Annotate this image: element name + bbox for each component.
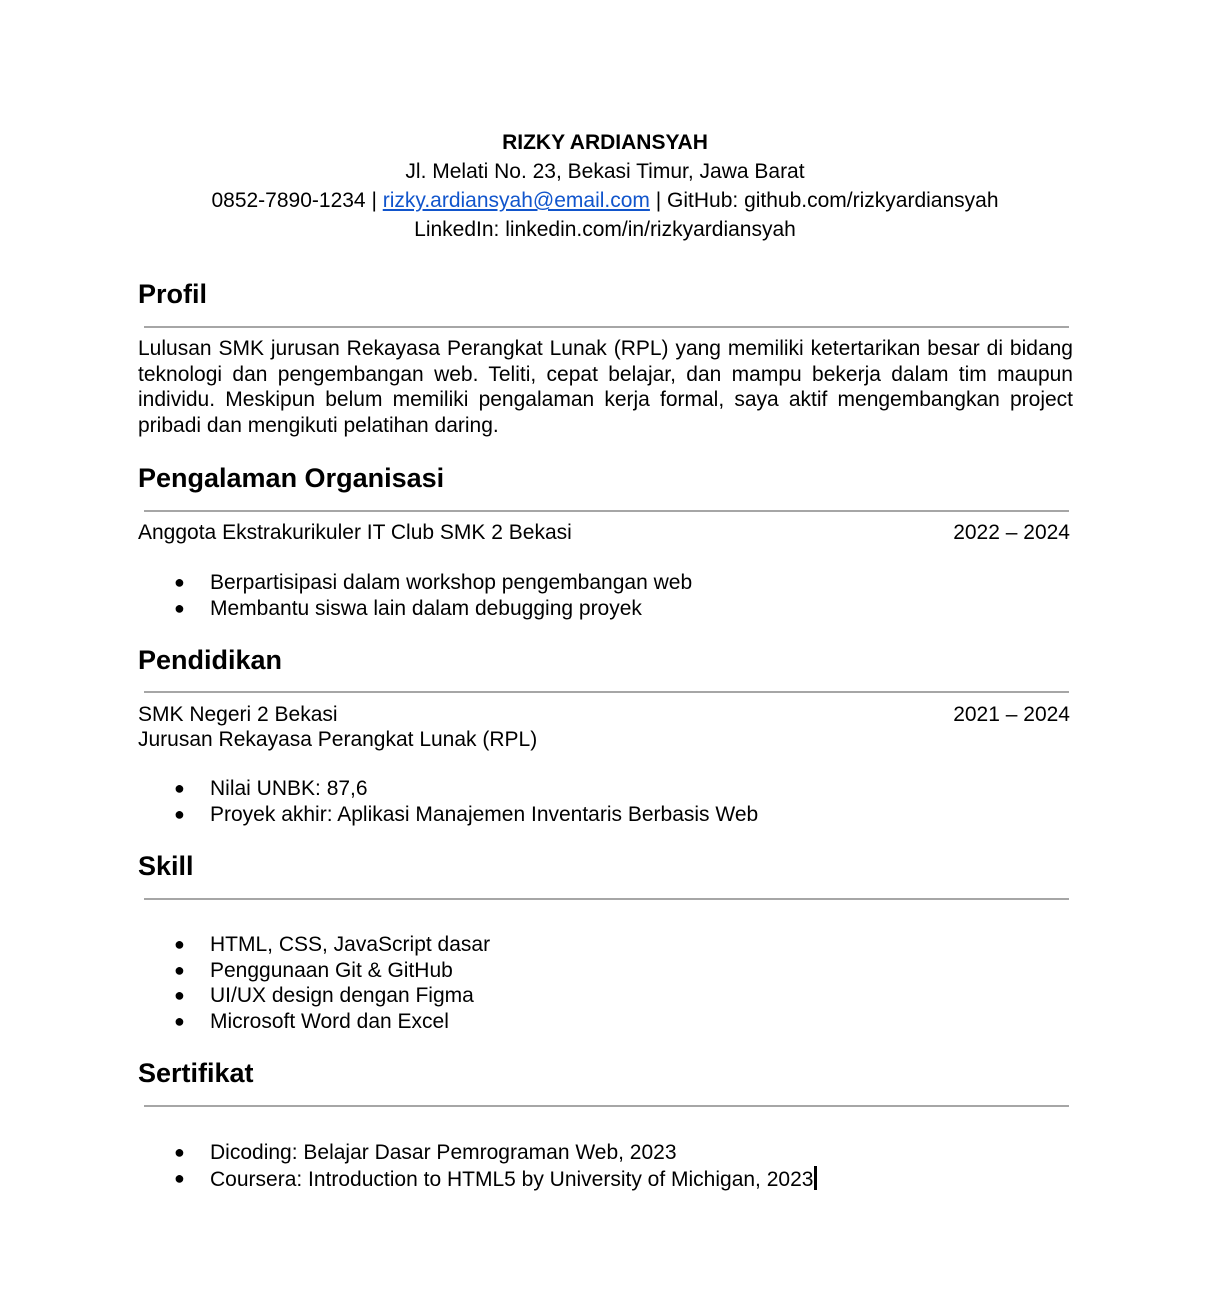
- pendidikan-school: SMK Negeri 2 Bekasi: [138, 703, 338, 726]
- bullet-icon: ●: [174, 572, 185, 592]
- list-item: ● Berpartisipasi dalam workshop pengembangan web: [174, 571, 693, 594]
- section-title-organisasi: Pengalaman Organisasi: [138, 463, 445, 493]
- contact-header: [0, 128, 1210, 244]
- bullet-icon: ●: [174, 803, 185, 824]
- section-divider: [144, 691, 1069, 693]
- applicant-name: RIZKY ARDIANSYAH: [502, 131, 708, 154]
- organisasi-entry: [138, 520, 1070, 546]
- list-item: ● Penggunaan Git & GitHub: [174, 958, 453, 982]
- pendidikan-date: 2021 – 2024: [953, 703, 1070, 726]
- pendidikan-major: Jurusan Rekayasa Perangkat Lunak (RPL): [138, 728, 538, 751]
- list-item: ● Microsoft Word dan Excel: [174, 1009, 449, 1033]
- sertifikat-list: [138, 1140, 1070, 1192]
- email-link[interactable]: rizky.ardiansyah@email.com: [382, 189, 650, 212]
- profil-paragraph: Lulusan SMK jurusan Rekayasa Perangkat Lunak (RPL) yang memiliki ketertarikan besar di bidang teknologi dan pengembangan web. Teliti, cepat belajar, dan mampu bekerja dalam tim maupun individu. Meskipun belum memiliki pengalaman kerja formal, saya aktif mengembangkan project pribadi dan mengikuti pelatihan daring.: [138, 337, 1073, 437]
- section-title-skill: Skill: [138, 851, 194, 881]
- organisasi-list: [138, 570, 1070, 621]
- bullet-icon: ●: [174, 934, 185, 954]
- organisasi-role: Anggota Ekstrakurikuler IT Club SMK 2 Bekasi: [138, 521, 572, 544]
- bullet-icon: ●: [174, 1167, 185, 1188]
- pendidikan-list: [138, 776, 1070, 827]
- list-item: ● Membantu siswa lain dalam debugging proyek: [174, 596, 642, 620]
- address-line: Jl. Melati No. 23, Bekasi Timur, Jawa Barat: [405, 160, 805, 183]
- list-item: ● Coursera: Introduction to HTML5 by University of Michigan, 2023: [138, 1166, 1070, 1193]
- section-title-sertifikat: Sertifikat: [138, 1058, 254, 1088]
- bullet-icon: ●: [174, 985, 185, 1005]
- pendidikan-entry: [138, 702, 1070, 728]
- list-item: ● UI/UX design dengan Figma: [174, 984, 474, 1007]
- organisasi-date: 2022 – 2024: [953, 521, 1070, 544]
- section-divider: [144, 326, 1069, 328]
- section-divider: [144, 898, 1069, 900]
- list-item: ● Proyek akhir: Aplikasi Manajemen Inventaris Berbasis Web: [174, 802, 759, 826]
- section-divider: [144, 510, 1069, 512]
- bullet-icon: ●: [174, 597, 185, 618]
- github-text: GitHub: github.com/rizkyardiansyah: [667, 189, 999, 212]
- separator: |: [365, 189, 383, 212]
- bullet-icon: ●: [174, 959, 185, 980]
- bullet-icon: ●: [174, 1010, 185, 1031]
- list-item: ● HTML, CSS, JavaScript dasar: [174, 933, 491, 956]
- contact-line: [0, 186, 1210, 215]
- section-title-profil: Profil: [138, 279, 208, 309]
- section-divider: [144, 1105, 1069, 1107]
- skill-list: [138, 932, 1070, 1034]
- list-item: ● Dicoding: Belajar Dasar Pemrograman Web, 2023: [174, 1141, 677, 1164]
- list-item: ● Nilai UNBK: 87,6: [174, 777, 368, 800]
- section-title-pendidikan: Pendidikan: [138, 645, 283, 675]
- bullet-icon: ●: [174, 1142, 185, 1162]
- text-cursor: [814, 1166, 817, 1190]
- phone-number: 0852-7890-1234: [211, 189, 366, 212]
- bullet-icon: ●: [174, 778, 185, 798]
- linkedin-line: LinkedIn: linkedin.com/in/rizkyardiansyah: [414, 218, 796, 241]
- separator: |: [649, 189, 668, 212]
